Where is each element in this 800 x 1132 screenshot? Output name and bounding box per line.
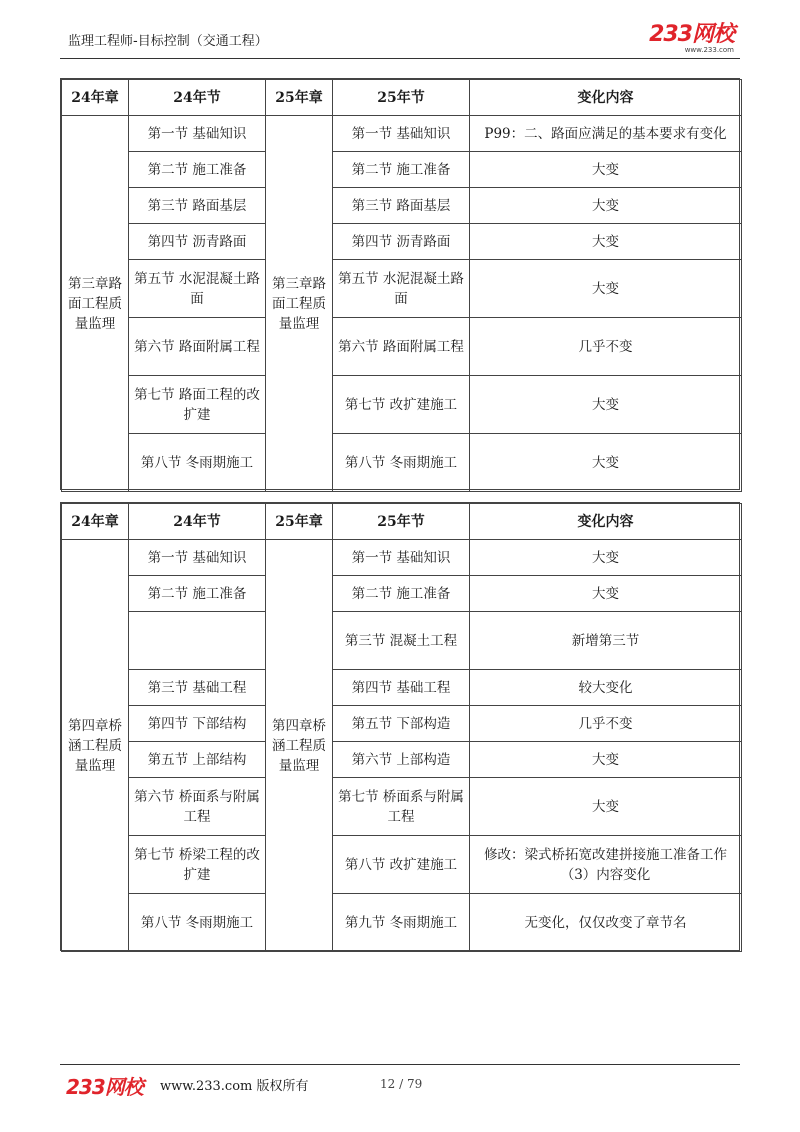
col-header: 25年章 bbox=[266, 80, 333, 116]
section-25: 第一节 基础知识 bbox=[333, 540, 470, 576]
change-content: 大变 bbox=[470, 188, 742, 224]
section-25: 第六节 路面附属工程 bbox=[333, 318, 470, 376]
table-row bbox=[62, 434, 742, 492]
section-24: 第八节 冬雨期施工 bbox=[129, 434, 266, 492]
col-header: 24年章 bbox=[62, 80, 129, 116]
table-row bbox=[62, 706, 742, 742]
section-24: 第二节 施工准备 bbox=[129, 576, 266, 612]
section-25: 第五节 下部构造 bbox=[333, 706, 470, 742]
section-24: 第七节 桥梁工程的改扩建 bbox=[129, 836, 266, 894]
table-row bbox=[62, 612, 742, 670]
table-row bbox=[62, 742, 742, 778]
section-24 bbox=[129, 612, 266, 670]
col-header: 25年节 bbox=[333, 80, 470, 116]
logo-text: 233网校 bbox=[649, 22, 734, 47]
section-24: 第四节 沥青路面 bbox=[129, 224, 266, 260]
chapter-25: 第四章桥涵工程质量监理 bbox=[266, 540, 333, 952]
section-25: 第五节 水泥混凝土路面 bbox=[333, 260, 470, 318]
table-row bbox=[62, 318, 742, 376]
section-24: 第三节 路面基层 bbox=[129, 188, 266, 224]
table-row bbox=[62, 260, 742, 318]
col-header: 变化内容 bbox=[470, 80, 742, 116]
col-header: 24年节 bbox=[129, 80, 266, 116]
section-24: 第一节 基础知识 bbox=[129, 116, 266, 152]
change-content: P99：二、路面应满足的基本要求有变化 bbox=[470, 116, 742, 152]
col-header: 变化内容 bbox=[470, 504, 742, 540]
section-25: 第三节 混凝土工程 bbox=[333, 612, 470, 670]
change-content: 新增第三节 bbox=[470, 612, 742, 670]
table-header-row bbox=[62, 504, 742, 540]
table-row bbox=[62, 894, 742, 952]
footer-logo: 233网校 bbox=[66, 1075, 143, 1099]
section-25: 第八节 改扩建施工 bbox=[333, 836, 470, 894]
section-25: 第四节 沥青路面 bbox=[333, 224, 470, 260]
section-24: 第三节 基础工程 bbox=[129, 670, 266, 706]
document-title: 监理工程师-目标控制（交通工程） bbox=[68, 34, 268, 49]
change-content: 大变 bbox=[470, 152, 742, 188]
change-content: 较大变化 bbox=[470, 670, 742, 706]
table-row bbox=[62, 116, 742, 152]
section-24: 第二节 施工准备 bbox=[129, 152, 266, 188]
section-24: 第五节 上部结构 bbox=[129, 742, 266, 778]
col-header: 24年节 bbox=[129, 504, 266, 540]
comparison-table-chapter4 bbox=[60, 502, 740, 951]
table-row bbox=[62, 670, 742, 706]
section-25: 第二节 施工准备 bbox=[333, 152, 470, 188]
section-25: 第三节 路面基层 bbox=[333, 188, 470, 224]
section-25: 第二节 施工准备 bbox=[333, 576, 470, 612]
section-24: 第一节 基础知识 bbox=[129, 540, 266, 576]
table-row bbox=[62, 376, 742, 434]
change-content: 无变化，仅仅改变了章节名 bbox=[470, 894, 742, 952]
change-content: 大变 bbox=[470, 260, 742, 318]
change-content: 大变 bbox=[470, 434, 742, 492]
section-25: 第九节 冬雨期施工 bbox=[333, 894, 470, 952]
section-25: 第六节 上部构造 bbox=[333, 742, 470, 778]
table-row bbox=[62, 540, 742, 576]
brand-logo bbox=[649, 24, 734, 54]
footer-divider bbox=[60, 1064, 740, 1065]
table-header-row bbox=[62, 80, 742, 116]
page-header bbox=[60, 24, 740, 58]
change-content: 大变 bbox=[470, 224, 742, 260]
table-row bbox=[62, 152, 742, 188]
section-24: 第七节 路面工程的改扩建 bbox=[129, 376, 266, 434]
table-row bbox=[62, 778, 742, 836]
page-number: 12 / 79 bbox=[380, 1077, 423, 1091]
chapter-25: 第三章路面工程质量监理 bbox=[266, 116, 333, 492]
section-25: 第四节 基础工程 bbox=[333, 670, 470, 706]
section-25: 第一节 基础知识 bbox=[333, 116, 470, 152]
section-24: 第八节 冬雨期施工 bbox=[129, 894, 266, 952]
table-row bbox=[62, 224, 742, 260]
section-24: 第六节 桥面系与附属工程 bbox=[129, 778, 266, 836]
section-25: 第七节 桥面系与附属工程 bbox=[333, 778, 470, 836]
section-24: 第五节 水泥混凝土路面 bbox=[129, 260, 266, 318]
change-content: 大变 bbox=[470, 576, 742, 612]
change-content: 几乎不变 bbox=[470, 706, 742, 742]
table-row bbox=[62, 836, 742, 894]
section-25: 第八节 冬雨期施工 bbox=[333, 434, 470, 492]
comparison-table-chapter3 bbox=[60, 78, 740, 490]
change-content: 大变 bbox=[470, 540, 742, 576]
chapter-24: 第三章路面工程质量监理 bbox=[62, 116, 129, 492]
col-header: 25年章 bbox=[266, 504, 333, 540]
change-content: 大变 bbox=[470, 376, 742, 434]
table-row bbox=[62, 188, 742, 224]
change-content: 几乎不变 bbox=[470, 318, 742, 376]
footer-copyright: www.233.com 版权所有 bbox=[160, 1079, 309, 1094]
section-25: 第七节 改扩建施工 bbox=[333, 376, 470, 434]
col-header: 25年节 bbox=[333, 504, 470, 540]
change-content: 修改：梁式桥拓宽改建拼接施工准备工作（3）内容变化 bbox=[470, 836, 742, 894]
logo-url: www.233.com bbox=[684, 46, 734, 54]
change-content: 大变 bbox=[470, 742, 742, 778]
section-24: 第六节 路面附属工程 bbox=[129, 318, 266, 376]
table-row bbox=[62, 576, 742, 612]
change-content: 大变 bbox=[470, 778, 742, 836]
chapter-24: 第四章桥涵工程质量监理 bbox=[62, 540, 129, 952]
col-header: 24年章 bbox=[62, 504, 129, 540]
section-24: 第四节 下部结构 bbox=[129, 706, 266, 742]
header-divider bbox=[60, 58, 740, 59]
